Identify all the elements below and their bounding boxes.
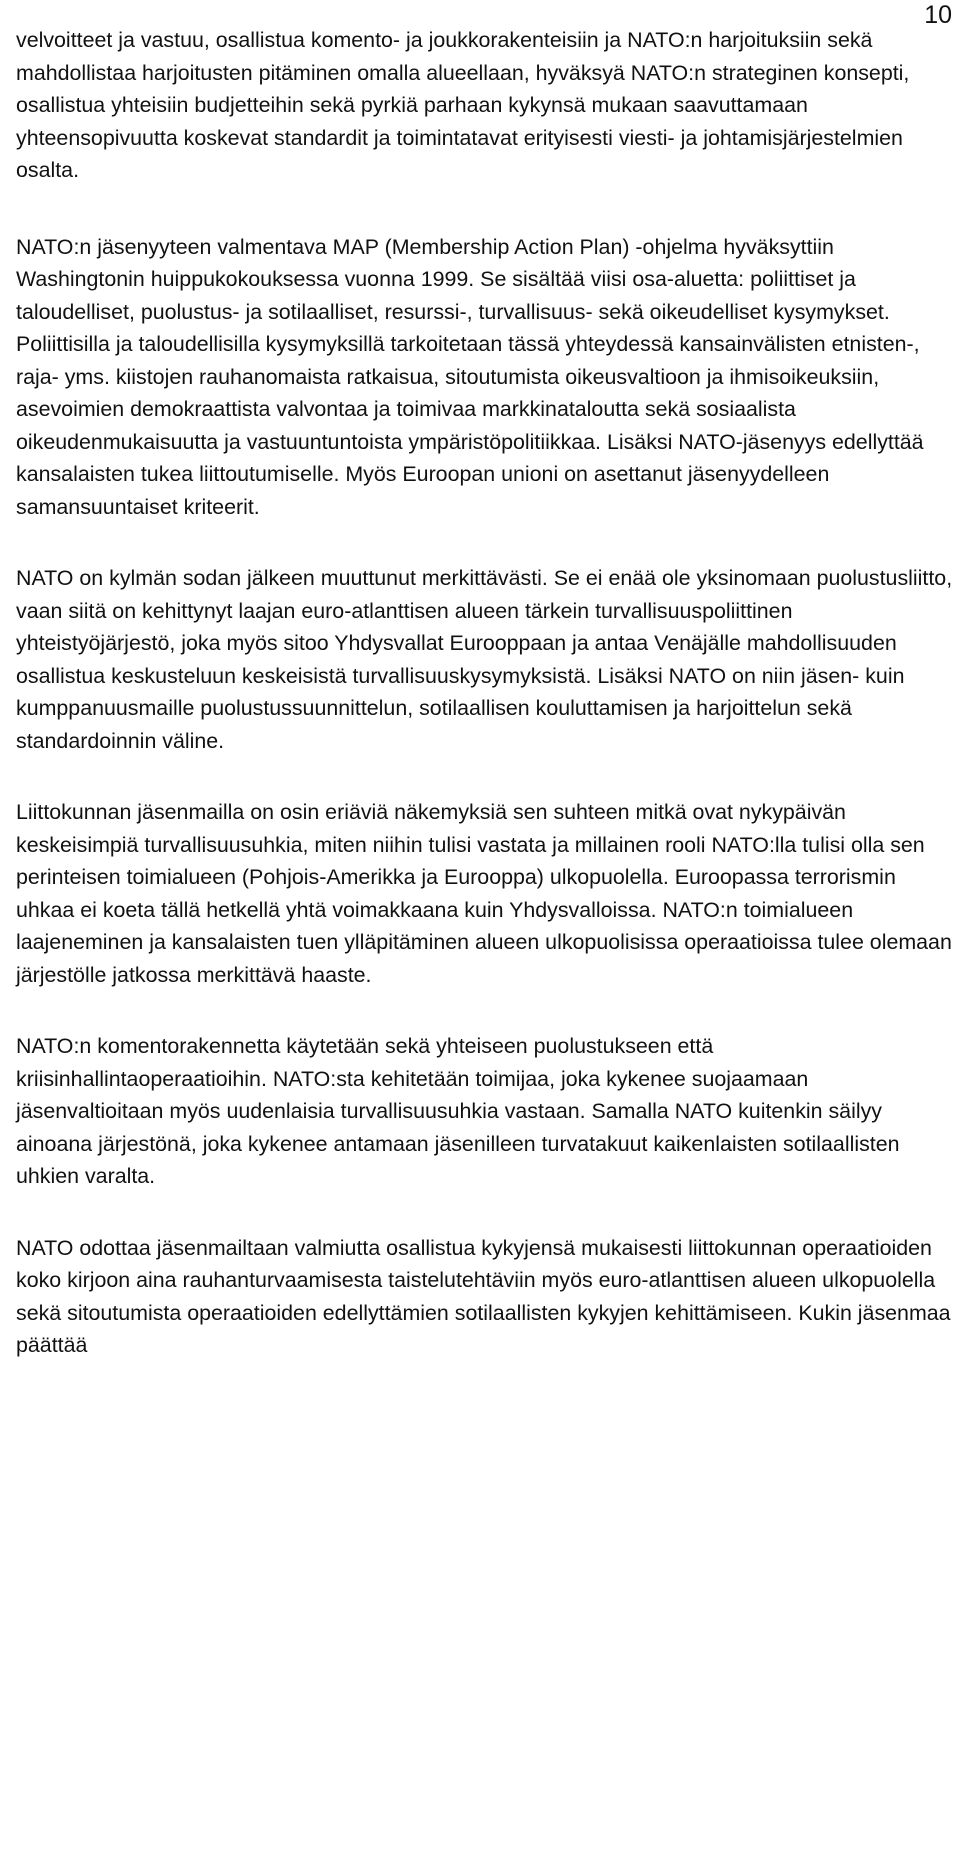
paragraph-map-program: NATO:n jäsenyyteen valmentava MAP (Membership Action Plan) -ohjelma hyväksyttiin Washingtonin huippukokouksessa vuonna 1999. Se sisältää viisi osa-aluetta: poliittiset ja taloudelliset, puolustus- ja sotilaalliset, resurssi-, turvallisuus- sekä oikeudelliset kysymykset. Poliittisilla ja taloudellisilla kysymyksillä tarkoitetaan tässä yhteydessä kansainvälisten etnisten-, raja- yms. kiistojen rauhanomaista ratkaisua, sitoutumista oikeusvaltioon ja ihmisoikeuksiin, asevoimien demokraattista valvontaa ja toimivaa markkinataloutta sekä sosiaalista oikeudenmukaisuutta ja vastuuntuntoista ympäristöpolitiikkaa. Lisäksi NATO-jäsenyys edellyttää kansalaisten tukea liittoutumiselle. Myös Euroopan unioni on asettanut jäsenyydelleen samansuuntaiset kriteerit. <box>16 234 924 519</box>
document-body <box>16 24 954 1401</box>
page-number: 10 <box>924 1 952 29</box>
paragraph-obligations: velvoitteet ja vastuu, osallistua komento- ja joukkorakenteisiin ja NATO:n harjoituksiin sekä mahdollistaa harjoitusten pitäminen omalla alueellaan, hyväksyä NATO:n strateginen konsepti, osallistua yhteisiin budjetteihin sekä pyrkiä parhaan kykynsä mukaan saavuttamaan yhteensopivuutta koskevat standardit ja toimintatavat erityisesti viesti- ja johtamisjärjestelmien osalta. <box>16 28 910 182</box>
paragraph-member-expectations: NATO odottaa jäsenmailtaan valmiutta osallistua kykyjensä mukaisesti liittokunnan operaatioiden koko kirjoon aina rauhanturvaamisesta taistelutehtäviin myös euro-atlanttisen alueen ulkopuolella sekä sitoutumista operaatioiden edellyttämien sotilaallisten kykyjen kehittämiseen. Kukin jäsenmaa päättää <box>16 1235 951 1357</box>
paragraph-member-views: Liittokunnan jäsenmailla on osin eriäviä näkemyksiä sen suhteen mitkä ovat nykypäivän keskeisimpiä turvallisuusuhkia, miten niihin tulisi vastata ja millainen rooli NATO:lla tulisi olla sen perinteisen toimialueen (Pohjois-Amerikka ja Eurooppa) ulkopuolella. Euroopassa terrorismin uhkaa ei koeta tällä hetkellä yhtä voimakkaana kuin Yhdysvalloissa. NATO:n toimialueen laajeneminen ja kansalaisten tuen ylläpitäminen alueen ulkopuolisissa operaatioissa tulee olemaan järjestölle jatkossa merkittävä haaste. <box>16 800 952 987</box>
paragraph-command-structure: NATO:n komentorakennetta käytetään sekä yhteiseen puolustukseen että kriisinhallintaoperaatioihin. NATO:sta kehitetään toimijaa, joka kykenee suojaamaan jäsenvaltioitaan myös uudenlaisia turvallisuusuhkia vastaan. Samalla NATO kuitenkin säilyy ainoana järjestönä, joka kykenee antamaan jäsenilleen turvatakuut kaikenlaisten sotilaallisten uhkien varalta. <box>16 1034 900 1188</box>
paragraph-nato-change: NATO on kylmän sodan jälkeen muuttunut merkittävästi. Se ei enää ole yksinomaan puolustusliitto, vaan siitä on kehittynyt laajan euro-atlanttisen alueen tärkein turvallisuuspoliittinen yhteistyöjärjestö, joka myös sitoo Yhdysvallat Eurooppaan ja antaa Venäjälle mahdollisuuden osallistua keskusteluun keskeisistä turvallisuuskysymyksistä. Lisäksi NATO on niin jäsen- kuin kumppanuusmaille puolustussuunnittelun, sotilaallisen kouluttamisen ja harjoittelun sekä standardoinnin väline. <box>16 566 953 753</box>
